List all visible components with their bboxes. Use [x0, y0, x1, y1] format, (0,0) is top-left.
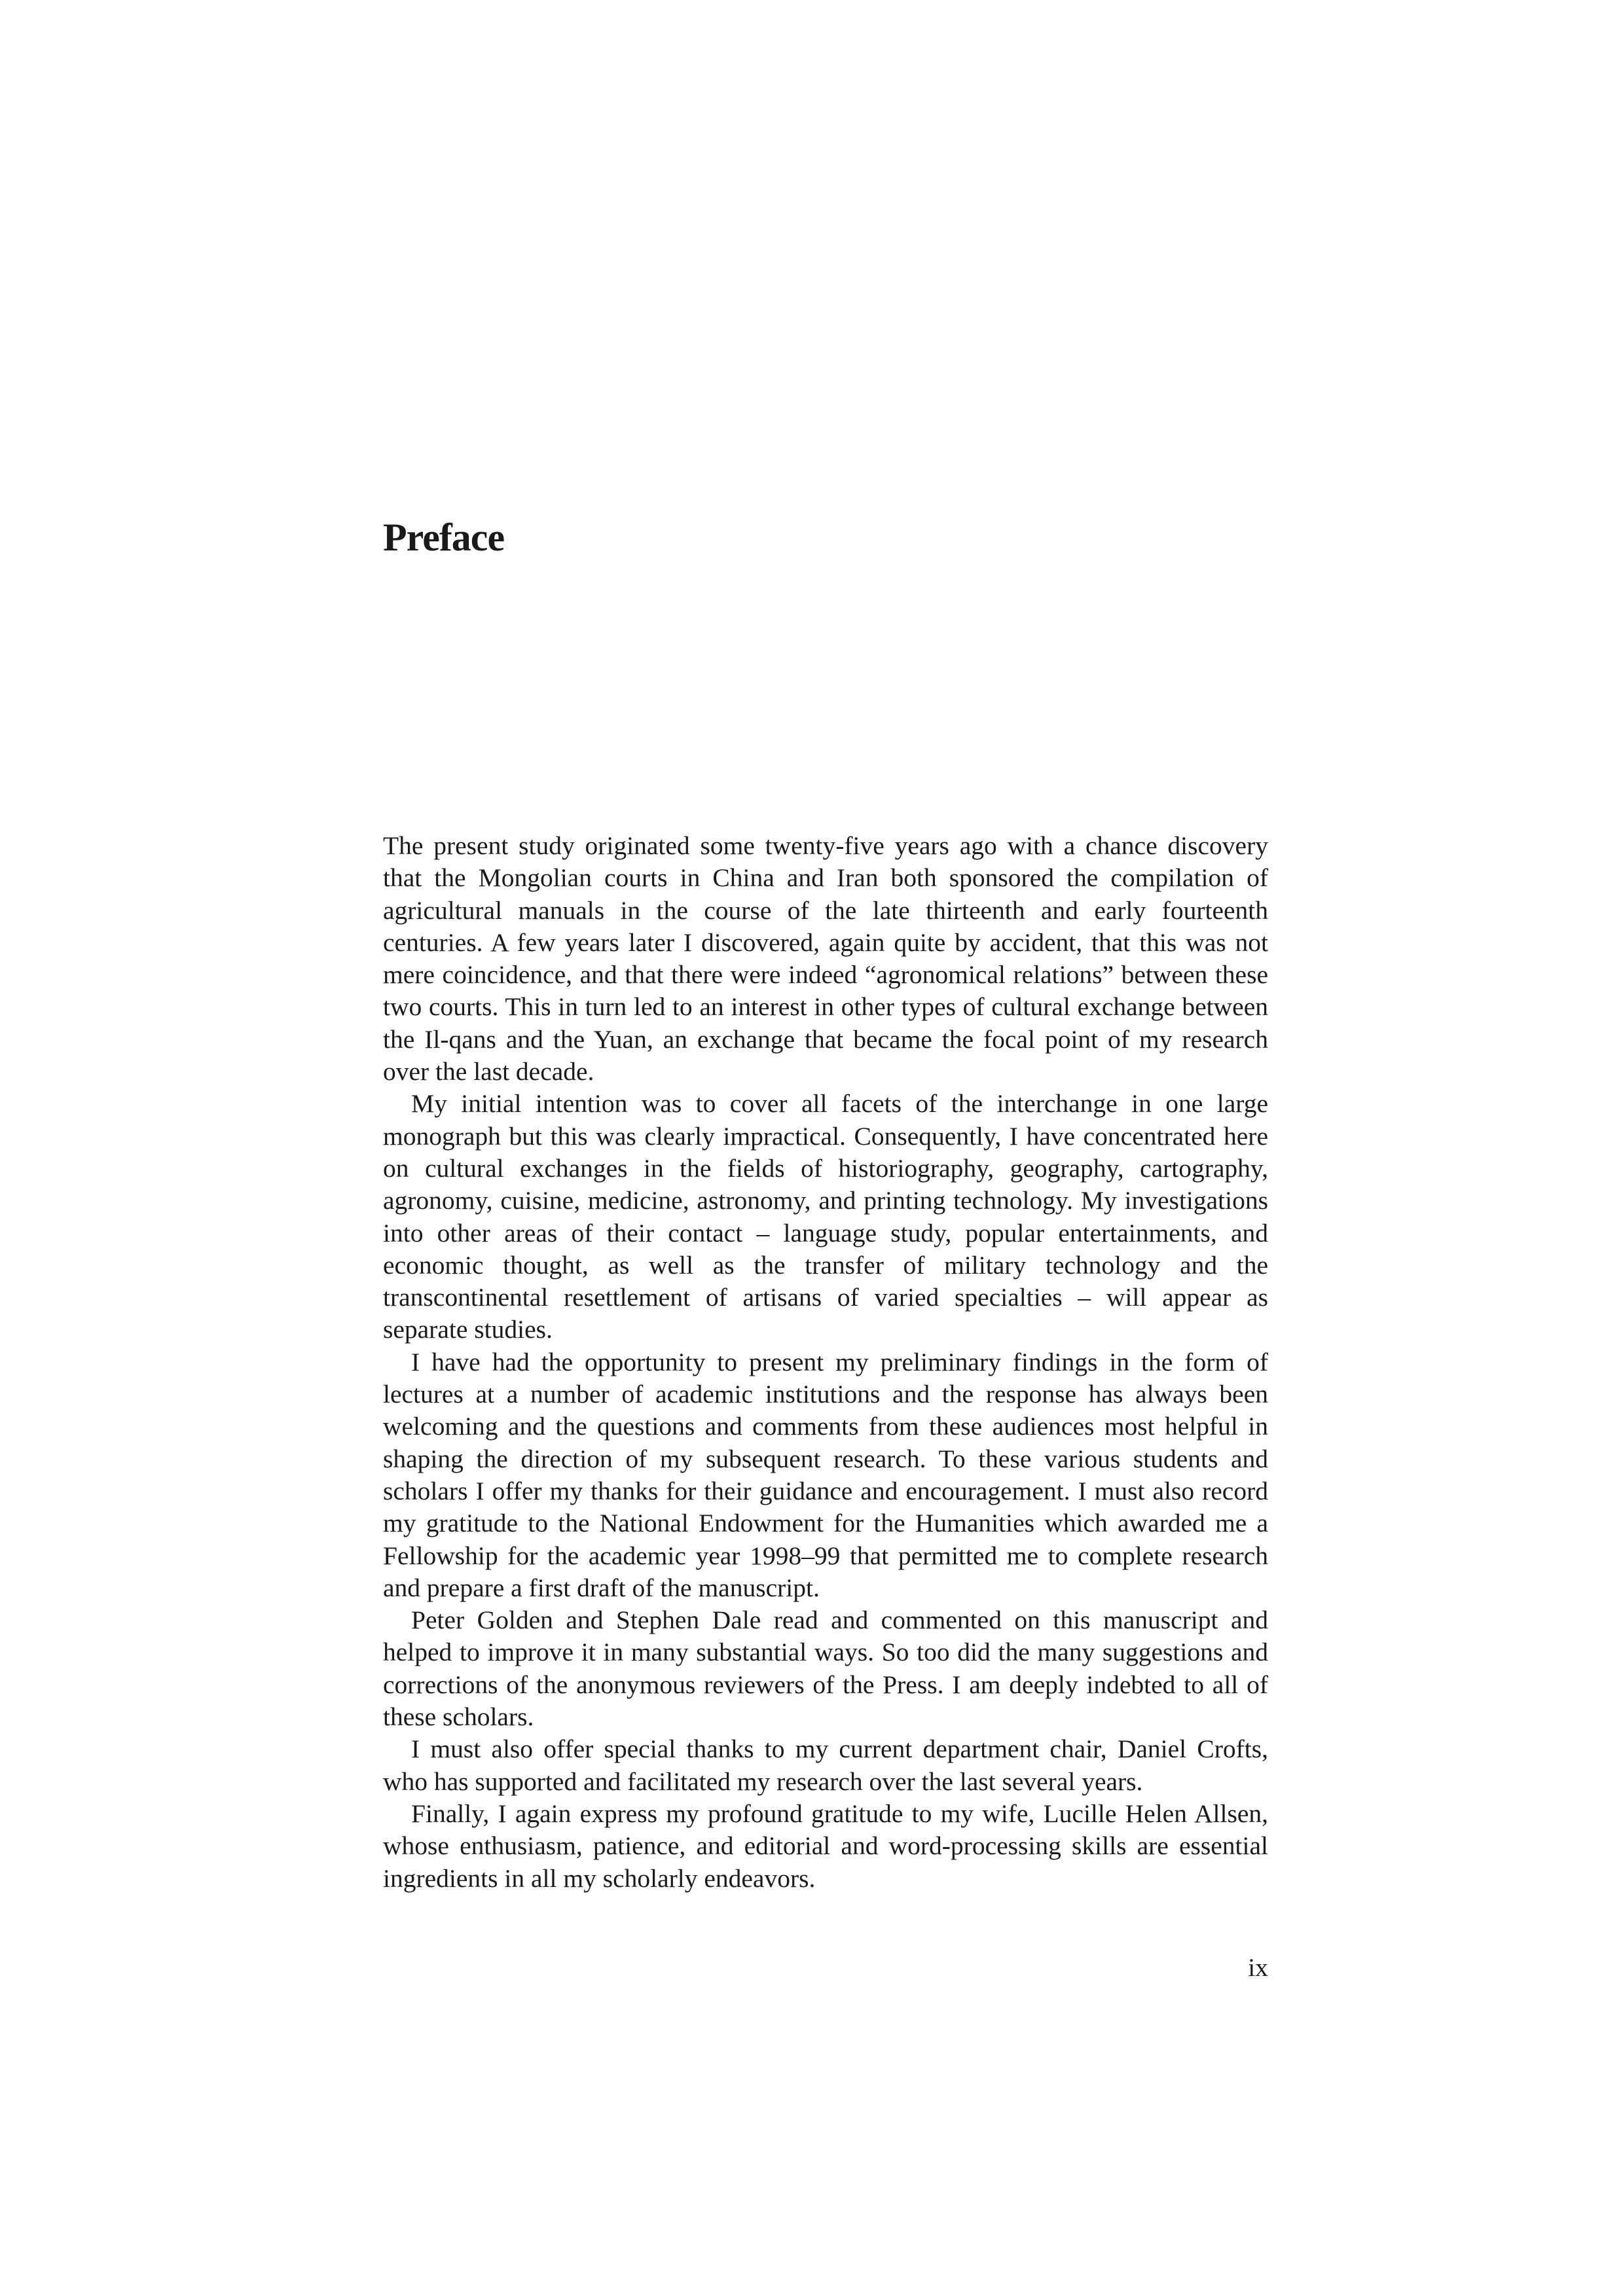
- page-number: ix: [1248, 1953, 1268, 1982]
- paragraph-origin: The present study originated some twenty-five years ago with a chance discovery that the Mongolian courts in China and Iran both sponsored the compilation of agricultural manuals in the course of the late thirteenth and early fourteenth centuries. A few years later I discovered, again quite by accident, that this was not mere coincidence, and that there were indeed “agronomical relations” between these two courts. This in turn led to an interest in other types of cultural exchange between the Il-qans and the Yuan, an exchange that became the focal point of my research over the last decade.: [383, 831, 1268, 1086]
- paragraph-lectures: I have had the opportunity to present my preliminary findings in the form of lectures at a number of academic institutions and the response has always been welcoming and the questions and comments from these audiences most helpful in shaping the direction of my subsequent research. To these various students and scholars I offer my thanks for their guidance and encouragement. I must also record my gratitude to the National Endowment for the Humanities which awarded me a Fellowship for the academic year 1998–99 that permitted me to complete research and prepare a first draft of the manuscript.: [383, 1347, 1268, 1602]
- paragraph-department-chair: I must also offer special thanks to my current department chair, Daniel Crofts, who has supported and facilitated my research over the last several years.: [383, 1734, 1268, 1796]
- preface-body: [383, 830, 1268, 1895]
- paragraph-scope: My initial intention was to cover all facets of the interchange in one large monograph but this was clearly impractical. Consequently, I have concentrated here on cultural exchanges in the fields of historiography, geography, cartography, agronomy, cuisine, medicine, astronomy, and printing technology. My investigations into other areas of their contact – language study, popular entertainments, and economic thought, as well as the transfer of military technology and the transcontinental resettlement of artisans of varied specialties – will appear as separate studies.: [383, 1089, 1268, 1344]
- page-title: Preface: [383, 516, 505, 559]
- paragraph-readers: Peter Golden and Stephen Dale read and commented on this manuscript and helped to improve it in many substantial ways. So too did the many suggestions and corrections of the anonymous reviewers of the Press. I am deeply indebted to all of these scholars.: [383, 1605, 1268, 1732]
- paragraph-wife: Finally, I again express my profound gratitude to my wife, Lucille Helen Allsen, whose enthusiasm, patience, and editorial and word-processing skills are essential ingredients in all my scholarly endeavors.: [383, 1799, 1268, 1893]
